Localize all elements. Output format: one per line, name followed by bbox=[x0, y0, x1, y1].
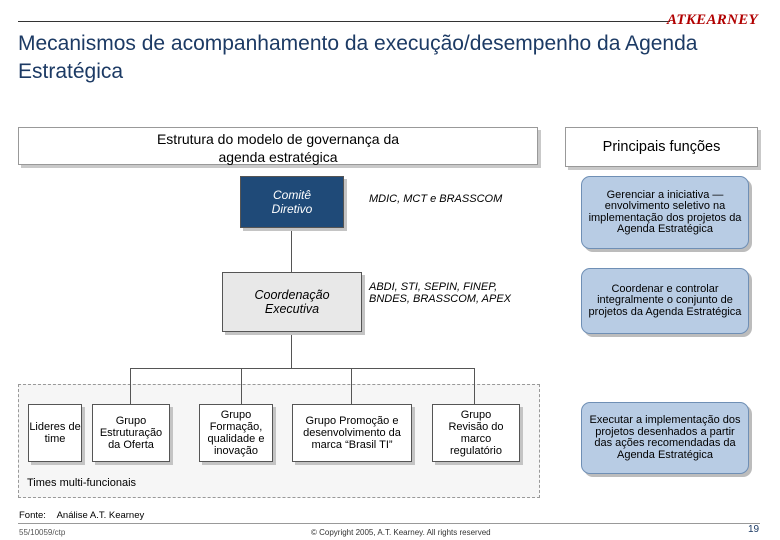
function-comite-text: Gerenciar a iniciativa — envolvimento seletivo na implementação dos projetos da Agenda Estratégica bbox=[588, 188, 742, 235]
source-note bbox=[19, 510, 144, 521]
source-label: Fonte: bbox=[19, 510, 46, 521]
functions-header-text: Principais funções bbox=[602, 139, 721, 155]
comite-members: MDIC, MCT e BRASSCOM bbox=[369, 193, 503, 205]
connector-drop-1 bbox=[130, 368, 131, 404]
page-title: Mecanismos de acompanhamento da execução/desempenho da Agenda Estratégica bbox=[18, 32, 698, 83]
function-grupos-text: Executar a implementação dos projetos desenhados a partir das ações recomendadas da Agenda Estratégica bbox=[589, 414, 741, 461]
group-formacao-box bbox=[199, 404, 273, 462]
function-comite-box bbox=[581, 176, 749, 249]
connector-drop-2 bbox=[241, 368, 242, 404]
connector-drop-4 bbox=[474, 368, 475, 404]
footer-rule bbox=[18, 523, 760, 524]
coordenacao-executiva-box bbox=[222, 272, 362, 332]
connector-bus bbox=[130, 368, 475, 369]
structure-header bbox=[18, 127, 538, 165]
connector-comite-coord bbox=[291, 227, 292, 272]
source-text: Análise A.T. Kearney bbox=[56, 510, 145, 521]
function-coordenacao-box bbox=[581, 268, 749, 334]
copyright: © Copyright 2005, A.T. Kearney. All rights reserved bbox=[311, 528, 491, 537]
connector-drop-3 bbox=[351, 368, 352, 404]
function-coordenacao-text: Coordenar e controlar integralmente o conjunto de projetos da Agenda Estratégica bbox=[588, 282, 742, 318]
group-revisao-label: Grupo Revisão do marco regulatório bbox=[448, 409, 504, 457]
group-lideres-label: Lideres de time bbox=[29, 421, 81, 445]
group-lideres-box bbox=[28, 404, 82, 462]
coordenacao-members: ABDI, STI, SEPIN, FINEP, BNDES, BRASSCOM, APEX bbox=[369, 281, 512, 305]
group-estruturacao-box bbox=[92, 404, 170, 462]
comite-diretivo-label: Comitê Diretivo bbox=[271, 188, 313, 216]
comite-diretivo-box bbox=[240, 176, 344, 228]
brand-logo: ATKEARNEY bbox=[666, 12, 758, 28]
header-rule bbox=[18, 21, 670, 22]
connector-coord-bus bbox=[291, 330, 292, 368]
doc-id: 55/10059/ctp bbox=[19, 528, 66, 537]
group-estruturacao-label: Grupo Estruturação da Oferta bbox=[99, 415, 163, 451]
group-promocao-label: Grupo Promoção e desenvolvimento da marca “Brasil TI” bbox=[303, 415, 401, 451]
functions-header bbox=[565, 127, 758, 167]
coordenacao-executiva-label: Coordenação Executiva bbox=[254, 288, 330, 316]
teams-label: Times multi-funcionais bbox=[27, 477, 137, 489]
group-promocao-box bbox=[292, 404, 412, 462]
function-grupos-box bbox=[581, 402, 749, 474]
group-formacao-label: Grupo Formação, qualidade e inovação bbox=[207, 409, 265, 457]
structure-header-text: Estrutura do modelo de governança da agenda estratégica bbox=[156, 131, 400, 165]
page-number: 19 bbox=[748, 524, 760, 535]
group-revisao-box bbox=[432, 404, 520, 462]
